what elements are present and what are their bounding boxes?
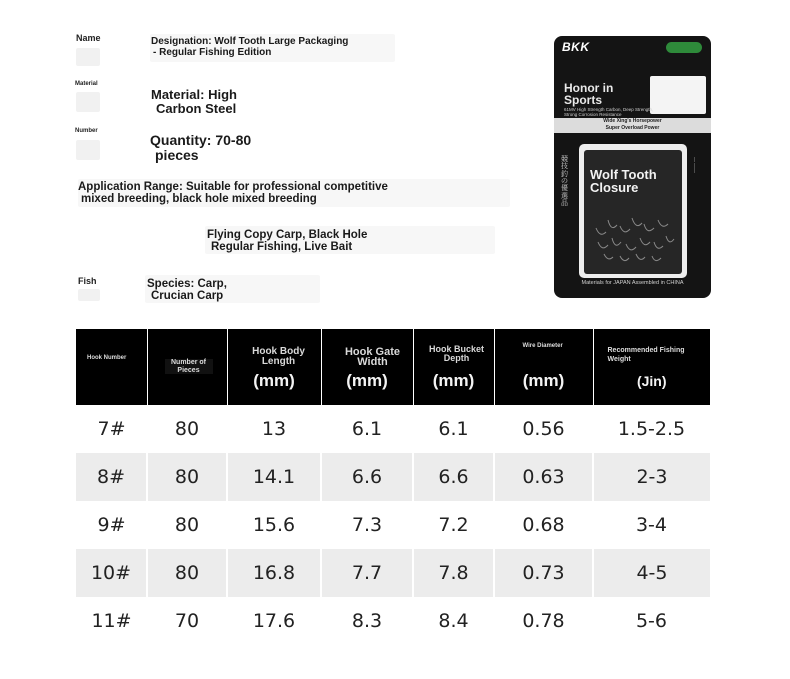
table-cell: 80: [174, 514, 200, 536]
quantity-text: [150, 133, 251, 162]
table-cell: 80: [174, 418, 200, 440]
table-cell: 3-4: [635, 514, 668, 536]
quantity-line-2: pieces: [155, 146, 199, 163]
number-label: Number: [75, 128, 98, 134]
header-label: Hook Number: [87, 355, 127, 361]
slogan-line-2: Sports: [564, 93, 603, 107]
table-cell: 1.5-2.5: [617, 418, 686, 440]
label-smudge: [78, 289, 100, 301]
application-text: [78, 181, 388, 205]
table-cell: 17.6: [252, 610, 296, 632]
header-label: Number of Pieces: [165, 359, 213, 374]
product-package-image: [554, 36, 711, 298]
table-cell: 5-6: [635, 610, 668, 632]
table-cell: 7.8: [413, 549, 494, 597]
table-cell: 0.63: [494, 453, 593, 501]
package-strip: [554, 118, 711, 133]
designation-line-2: - Regular Fishing Edition: [153, 46, 272, 58]
material-line-1: Material: High: [151, 87, 237, 102]
table-cell: 15.6: [252, 514, 296, 536]
table-cell: 80: [147, 549, 227, 597]
header-label: Hook Gate Width: [344, 346, 400, 369]
application-line-2: mixed breeding, black hole mixed breeding: [81, 193, 317, 206]
header-wire-diameter: [494, 329, 593, 405]
header-unit: (mm): [522, 371, 565, 390]
header-hook-gate-width: [321, 329, 413, 405]
header-hook-bucket-depth: [413, 329, 494, 405]
table-cell: 10#: [76, 549, 147, 597]
green-badge-icon: [666, 42, 702, 53]
species-line-2: Crucian Carp: [151, 290, 224, 303]
fishing-types-line-1: Flying Copy Carp, Black Hole: [207, 229, 368, 241]
material-line-2: Carbon Steel: [156, 100, 237, 116]
table-cell: 9#: [97, 514, 126, 536]
fishing-types-line-2: Regular Fishing, Live Bait: [211, 241, 353, 254]
designation-text: [151, 37, 348, 58]
header-unit: (mm): [253, 371, 295, 390]
table-cell: 2-3: [593, 453, 710, 501]
table-cell: 6.1: [438, 418, 469, 440]
label-smudge: [76, 48, 100, 66]
material-label: Material: [75, 81, 98, 87]
slogan-line-1: Honor in: [564, 81, 614, 95]
table-cell: 80: [147, 453, 227, 501]
table-cell: 8#: [76, 453, 147, 501]
species-text: [147, 278, 227, 302]
package-slogan: [564, 82, 613, 106]
header-hook-body-length: [227, 329, 321, 405]
hooks-window: [584, 150, 682, 274]
header-hook-number: [76, 329, 147, 405]
table-cell: 7.7: [321, 549, 413, 597]
table-cell: 8.4: [438, 610, 469, 632]
header-unit: (Jin): [636, 373, 667, 389]
table-cell: 4-5: [593, 549, 710, 597]
strip-line-1: Wide Xing's Horsepower: [603, 118, 662, 124]
table-row: [76, 501, 710, 549]
product-line-1: Wolf Tooth: [590, 167, 657, 182]
table-cell: 14.1: [227, 453, 321, 501]
table-cell: 6.6: [413, 453, 494, 501]
table-cell: 7#: [97, 418, 126, 440]
table-cell: 0.78: [522, 610, 565, 632]
header-label: Hook Bucket Depth: [428, 344, 484, 363]
fish-label: Fish: [78, 276, 97, 286]
table-cell: 0.56: [522, 418, 565, 440]
header-label: Hook Body Length: [252, 346, 305, 367]
hooks-pile-icon: [588, 208, 680, 270]
package-side-text: 競技釣の優選品: [561, 156, 568, 208]
table-row: [76, 597, 710, 645]
table-cell: 7.3: [351, 514, 383, 536]
product-line-2: Closure: [590, 180, 639, 195]
package-side-mark: | | |: [694, 157, 696, 174]
header-label: Wire Diameter: [522, 343, 563, 349]
table-cell: 6.6: [321, 453, 413, 501]
table-cell: 11#: [91, 610, 132, 632]
header-unit: (mm): [346, 371, 388, 390]
product-name: [590, 168, 657, 194]
table-row: [76, 549, 710, 597]
material-text: [151, 88, 237, 115]
table-cell: 6.1: [351, 418, 383, 440]
table-cell: 0.73: [494, 549, 593, 597]
header-unit: (mm): [432, 371, 475, 390]
label-smudge: [76, 140, 100, 160]
brand-logo: BKK: [562, 40, 590, 54]
table-cell: 16.8: [227, 549, 321, 597]
package-tagline: 61MV High Strength Carbon, Deep Strength, Strong Corrosion Resistance: [564, 107, 654, 118]
fishing-types-text: [207, 229, 367, 253]
table-cell: 70: [174, 610, 200, 632]
strip-line-2: Super Overload Power: [605, 125, 660, 131]
package-made-in: Materials for JAPAN Assembled in CHINA: [581, 280, 684, 286]
species-line-1: Species: Carp,: [147, 278, 227, 290]
label-smudge: [76, 92, 100, 112]
header-number-of-pieces: [147, 329, 227, 405]
table-cell: 0.68: [522, 514, 565, 536]
header-label: Recommended Fishing Weight: [607, 347, 685, 363]
table-row: [76, 405, 710, 453]
table-cell: 13: [261, 418, 287, 440]
application-line-1: Application Range: Suitable for professional competitive: [78, 181, 388, 193]
table-row: [76, 453, 710, 501]
quantity-line-1: Quantity: 70-80: [150, 132, 252, 148]
name-label: Name: [76, 33, 101, 43]
header-recommended-weight: [593, 329, 710, 405]
table-cell: 7.2: [438, 514, 469, 536]
hook-spec-table: [76, 329, 710, 645]
designation-line-1: Designation: Wolf Tooth Large Packaging: [151, 36, 349, 47]
table-header-row: [76, 329, 710, 405]
package-window: [579, 144, 687, 278]
table-cell: 8.3: [351, 610, 383, 632]
